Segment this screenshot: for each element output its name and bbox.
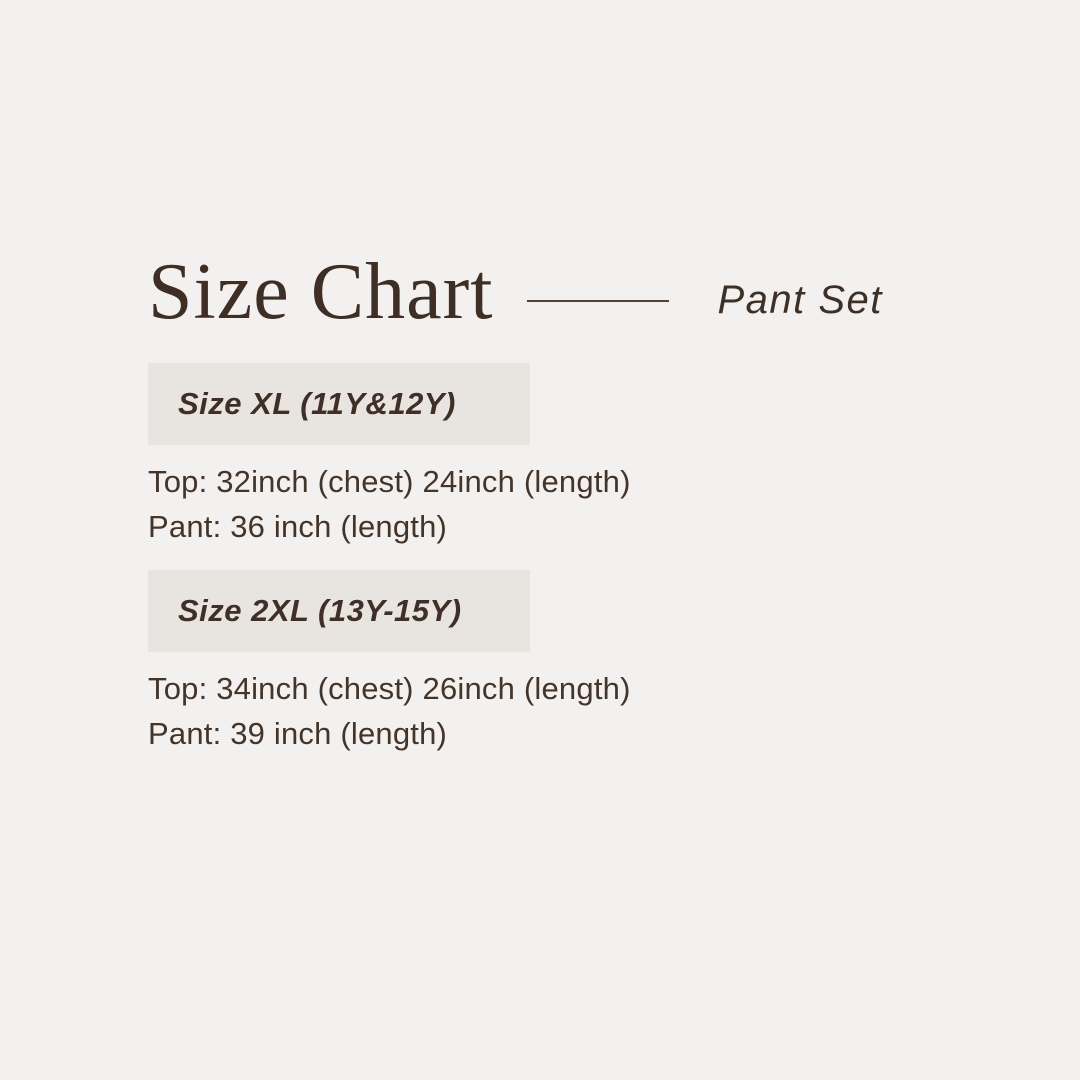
size-xl-top-measurement: Top: 32inch (chest) 24inch (length): [148, 464, 631, 499]
page-title: Size Chart: [148, 248, 494, 336]
size-2xl-label-box: [148, 570, 530, 652]
size-xl-details: [148, 459, 788, 549]
size-2xl-label: Size 2XL (13Y-15Y): [178, 593, 462, 628]
size-2xl-pant-measurement: Pant: 39 inch (length): [148, 716, 448, 751]
size-2xl-details: [148, 666, 788, 756]
size-section-xl: [148, 363, 788, 549]
header: [148, 250, 883, 334]
divider-line: [527, 300, 669, 302]
size-2xl-top-measurement: Top: 34inch (chest) 26inch (length): [148, 671, 631, 706]
size-xl-label: Size XL (11Y&12Y): [178, 386, 456, 421]
size-xl-pant-measurement: Pant: 36 inch (length): [148, 509, 448, 544]
size-xl-label-box: [148, 363, 530, 445]
size-sections: [148, 363, 788, 756]
page-subtitle: Pant Set: [717, 278, 883, 322]
size-section-2xl: [148, 570, 788, 756]
